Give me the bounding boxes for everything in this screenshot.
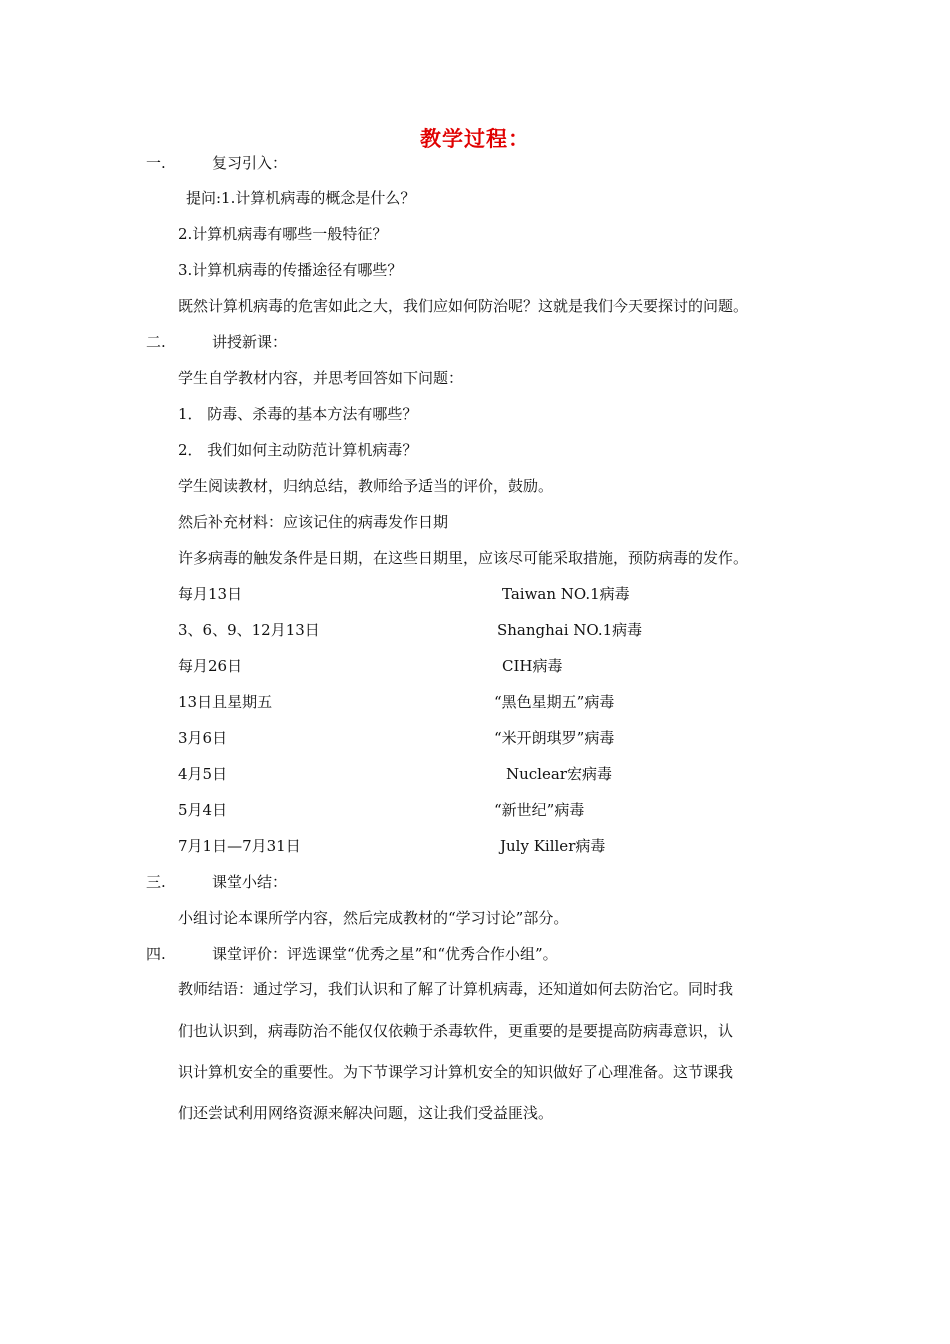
virus-date: 每月26日: [178, 657, 243, 675]
section-number: 三.: [146, 873, 166, 891]
closing-line-1: 教师结语：通过学习，我们认识和了解了计算机病毒，还知道如何去防治它。同时我: [178, 980, 734, 998]
lesson-question-1: 1． 防毒、杀毒的基本方法有哪些？: [178, 405, 418, 423]
virus-date: 5月4日: [178, 801, 228, 819]
virus-name: July Killer病毒: [500, 837, 606, 855]
closing-line-3: 识计算机安全的重要性。为下节课学习计算机安全的知识做好了心理准备。这节课我: [178, 1063, 734, 1081]
virus-date: 7月1日—7月31日: [178, 837, 301, 855]
section-heading: 课堂小结：: [212, 873, 288, 891]
virus-date: 3月6日: [178, 729, 228, 747]
virus-date: 3、6、9、12月13日: [178, 621, 320, 639]
virus-name: “新世纪”病毒: [494, 801, 585, 819]
virus-name: “米开朗琪罗”病毒: [494, 729, 615, 747]
lesson-summary: 学生阅读教材，归纳总结，教师给予适当的评价，鼓励。: [178, 477, 554, 495]
lesson-supplement: 然后补充材料：应该记住的病毒发作日期: [178, 513, 449, 531]
virus-name: Shanghai NO.1病毒: [497, 621, 643, 639]
virus-date: 每月13日: [178, 585, 243, 603]
section-heading: 讲授新课：: [212, 333, 288, 351]
virus-name: “黑色星期五”病毒: [494, 693, 615, 711]
virus-date: 13日且星期五: [178, 693, 273, 711]
closing-line-2: 们也认识到，病毒防治不能仅仅依赖于杀毒软件，更重要的是要提高防病毒意识，认: [178, 1022, 734, 1040]
lesson-intro: 学生自学教材内容，并思考回答如下问题：: [178, 369, 464, 387]
review-question-1: 提问:1.计算机病毒的概念是什么？: [186, 189, 416, 207]
section-heading: 复习引入：: [212, 154, 288, 172]
lesson-question-2: 2． 我们如何主动防范计算机病毒？: [178, 441, 418, 459]
section-number: 一.: [146, 154, 166, 172]
closing-line-4: 们还尝试利用网络资源来解决问题，这让我们受益匪浅。: [178, 1104, 554, 1122]
review-transition: 既然计算机病毒的危害如此之大，我们应如何防治呢？这就是我们今天要探讨的问题。: [178, 297, 749, 315]
review-question-3: 3.计算机病毒的传播途径有哪些？: [178, 261, 403, 279]
virus-date: 4月5日: [178, 765, 228, 783]
virus-name: Taiwan NO.1病毒: [502, 585, 630, 603]
section-number: 四.: [146, 945, 166, 963]
review-question-2: 2.计算机病毒有哪些一般特征？: [178, 225, 388, 243]
virus-name: CIH病毒: [502, 657, 563, 675]
section-heading: 课堂评价：评选课堂“优秀之星”和“优秀合作小组”。: [212, 945, 558, 963]
section-number: 二.: [146, 333, 166, 351]
page-title: 教学过程：: [420, 127, 530, 151]
lesson-note: 许多病毒的触发条件是日期，在这些日期里，应该尽可能采取措施，预防病毒的发作。: [178, 549, 749, 567]
summary-text: 小组讨论本课所学内容，然后完成教材的“学习讨论”部分。: [178, 909, 569, 927]
virus-name: Nuclear宏病毒: [506, 765, 612, 783]
